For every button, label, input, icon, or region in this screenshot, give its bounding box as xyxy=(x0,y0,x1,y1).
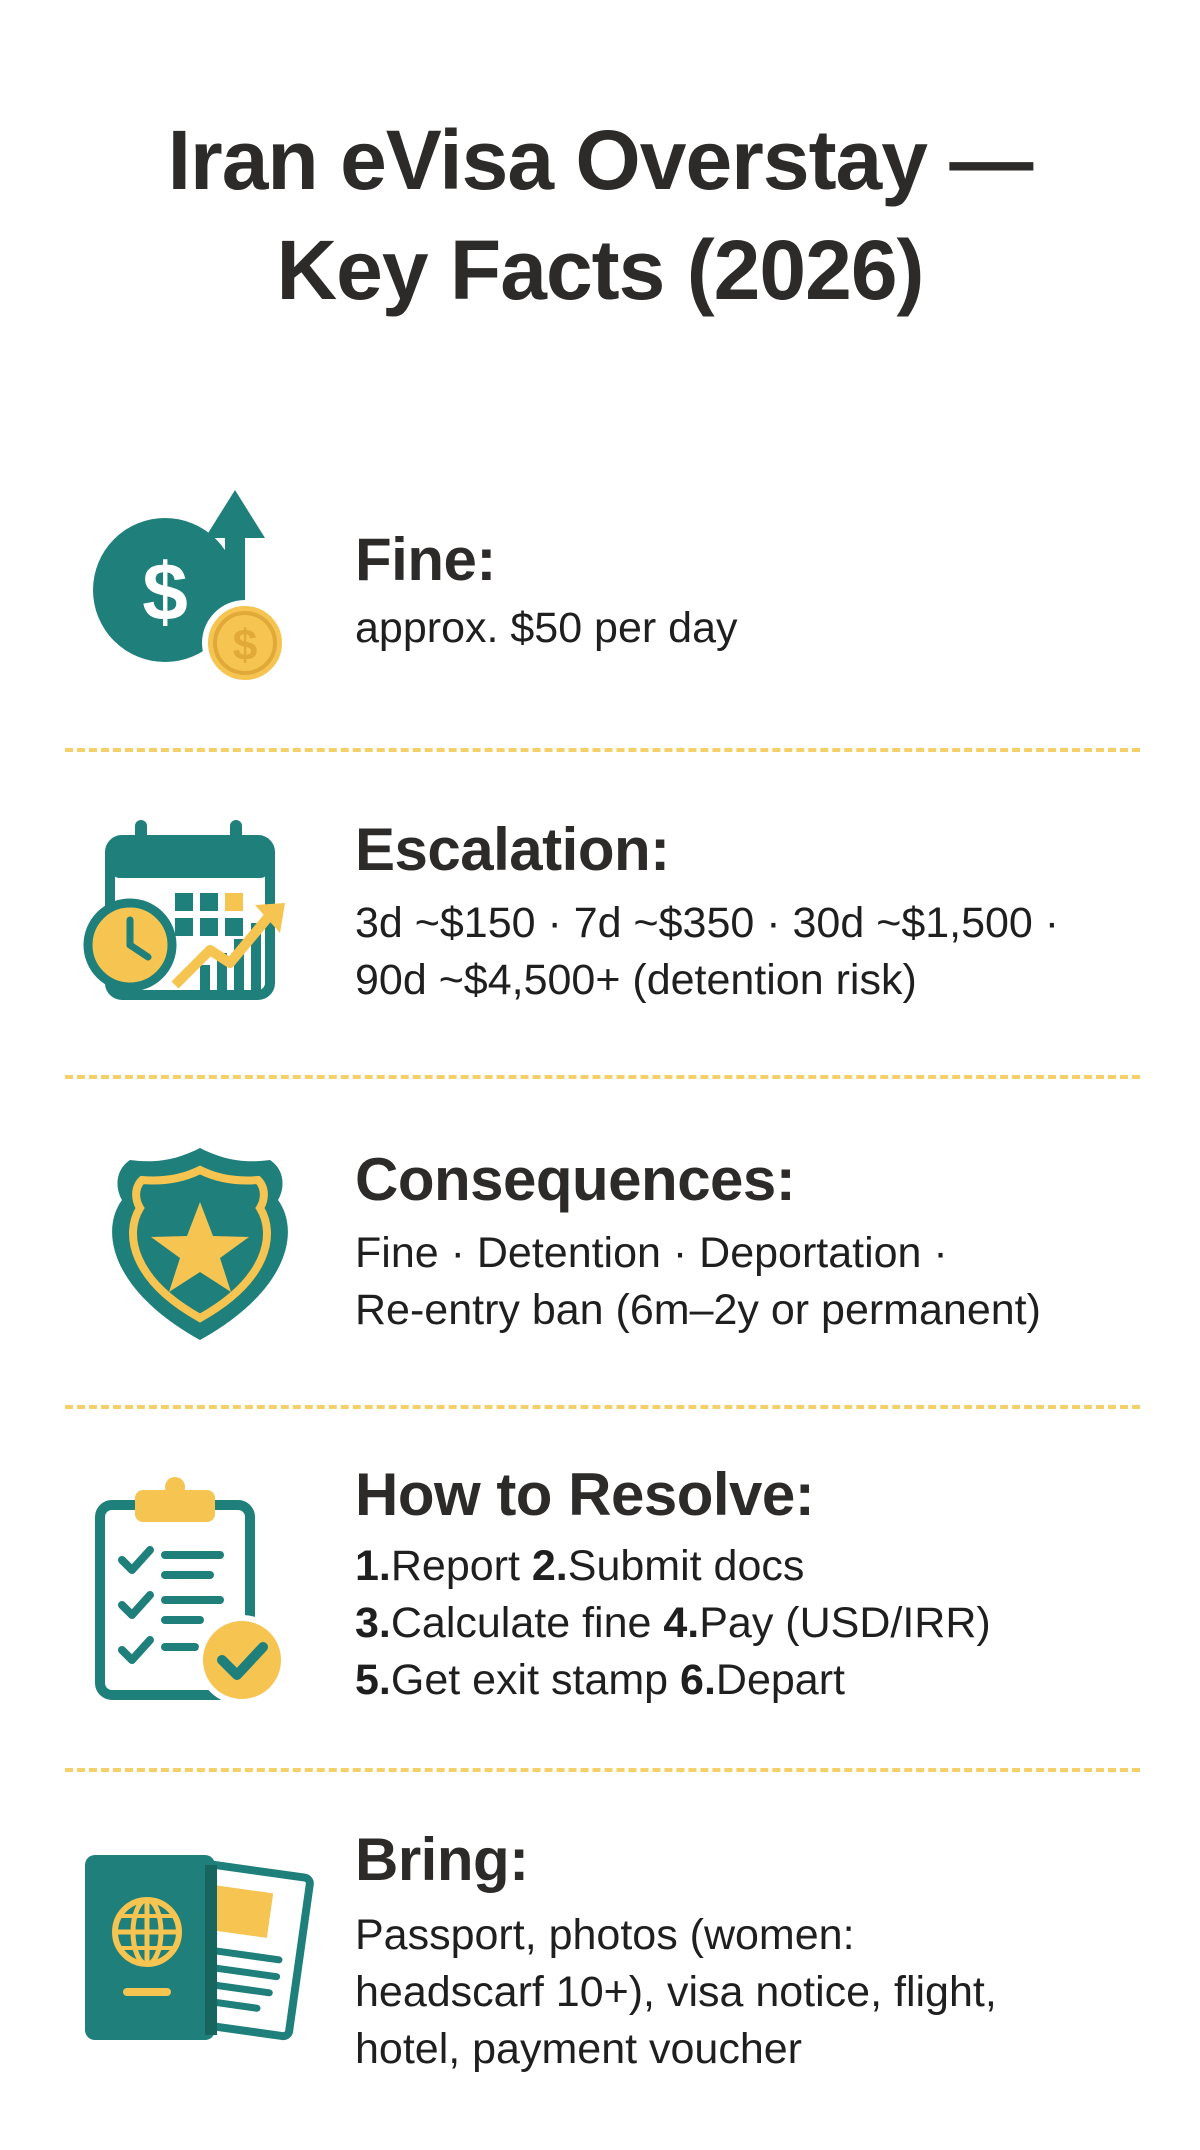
section-divider xyxy=(65,1768,1140,1772)
passport-document-icon xyxy=(85,1840,315,2060)
calendar-clock-chart-icon xyxy=(80,815,300,1015)
escalation-line-1: 3d ~$150 · 7d ~$350 · 30d ~$1,500 · xyxy=(355,899,1060,947)
resolve-step-line-2 xyxy=(355,1595,991,1652)
bring-line-2: headscarf 10+), visa notice, flight, xyxy=(355,1968,997,2016)
svg-text:$: $ xyxy=(142,547,188,638)
step-number: 5. xyxy=(355,1656,391,1704)
escalation-line-2: 90d ~$4,500+ (detention risk) xyxy=(355,956,917,1004)
resolve-heading: How to Resolve: xyxy=(355,1461,815,1528)
step-text: Pay (USD/IRR) xyxy=(699,1599,991,1647)
fine-text xyxy=(355,600,738,657)
step-text: Get exit stamp xyxy=(390,1656,681,1704)
resolve-step-line-1 xyxy=(355,1538,991,1595)
section-divider xyxy=(65,748,1140,752)
step-text: Report xyxy=(390,1542,532,1590)
escalation-text xyxy=(355,895,1059,1009)
step-number: 4. xyxy=(663,1599,700,1647)
consequences-line-1: Fine · Detention · Deportation · xyxy=(355,1229,948,1277)
bring-text xyxy=(355,1907,997,2078)
resolve-steps xyxy=(355,1538,991,1709)
bring-heading: Bring: xyxy=(355,1826,529,1893)
consequences-heading: Consequences: xyxy=(355,1146,796,1213)
step-number: 2. xyxy=(531,1542,568,1590)
fine-heading: Fine: xyxy=(355,526,496,593)
shield-star-icon xyxy=(100,1140,300,1350)
step-number: 6. xyxy=(680,1656,716,1704)
section-divider xyxy=(65,1075,1140,1079)
escalation-heading: Escalation: xyxy=(355,816,670,883)
consequences-text xyxy=(355,1225,1041,1339)
title-line-1: Iran eVisa Overstay — xyxy=(167,113,1033,207)
consequences-line-2: Re-entry ban (6m–2y or permanent) xyxy=(355,1286,1041,1334)
bring-line-1: Passport, photos (women: xyxy=(355,1911,855,1959)
title-line-2: Key Facts (2026) xyxy=(276,223,924,317)
fine-line: approx. $50 per day xyxy=(355,604,738,652)
page-title xyxy=(0,105,1200,325)
section-divider xyxy=(65,1405,1140,1409)
step-number: 3. xyxy=(355,1599,391,1647)
step-text: Calculate fine xyxy=(390,1599,664,1647)
step-text: Submit docs xyxy=(567,1542,805,1590)
resolve-step-line-3 xyxy=(355,1652,991,1709)
svg-text:$: $ xyxy=(232,621,258,670)
clipboard-checklist-icon xyxy=(90,1475,300,1715)
bring-line-3: hotel, payment voucher xyxy=(355,2025,802,2073)
step-number: 1. xyxy=(355,1542,391,1590)
dollar-coin-arrow-icon xyxy=(80,480,300,690)
step-text: Depart xyxy=(715,1656,845,1704)
